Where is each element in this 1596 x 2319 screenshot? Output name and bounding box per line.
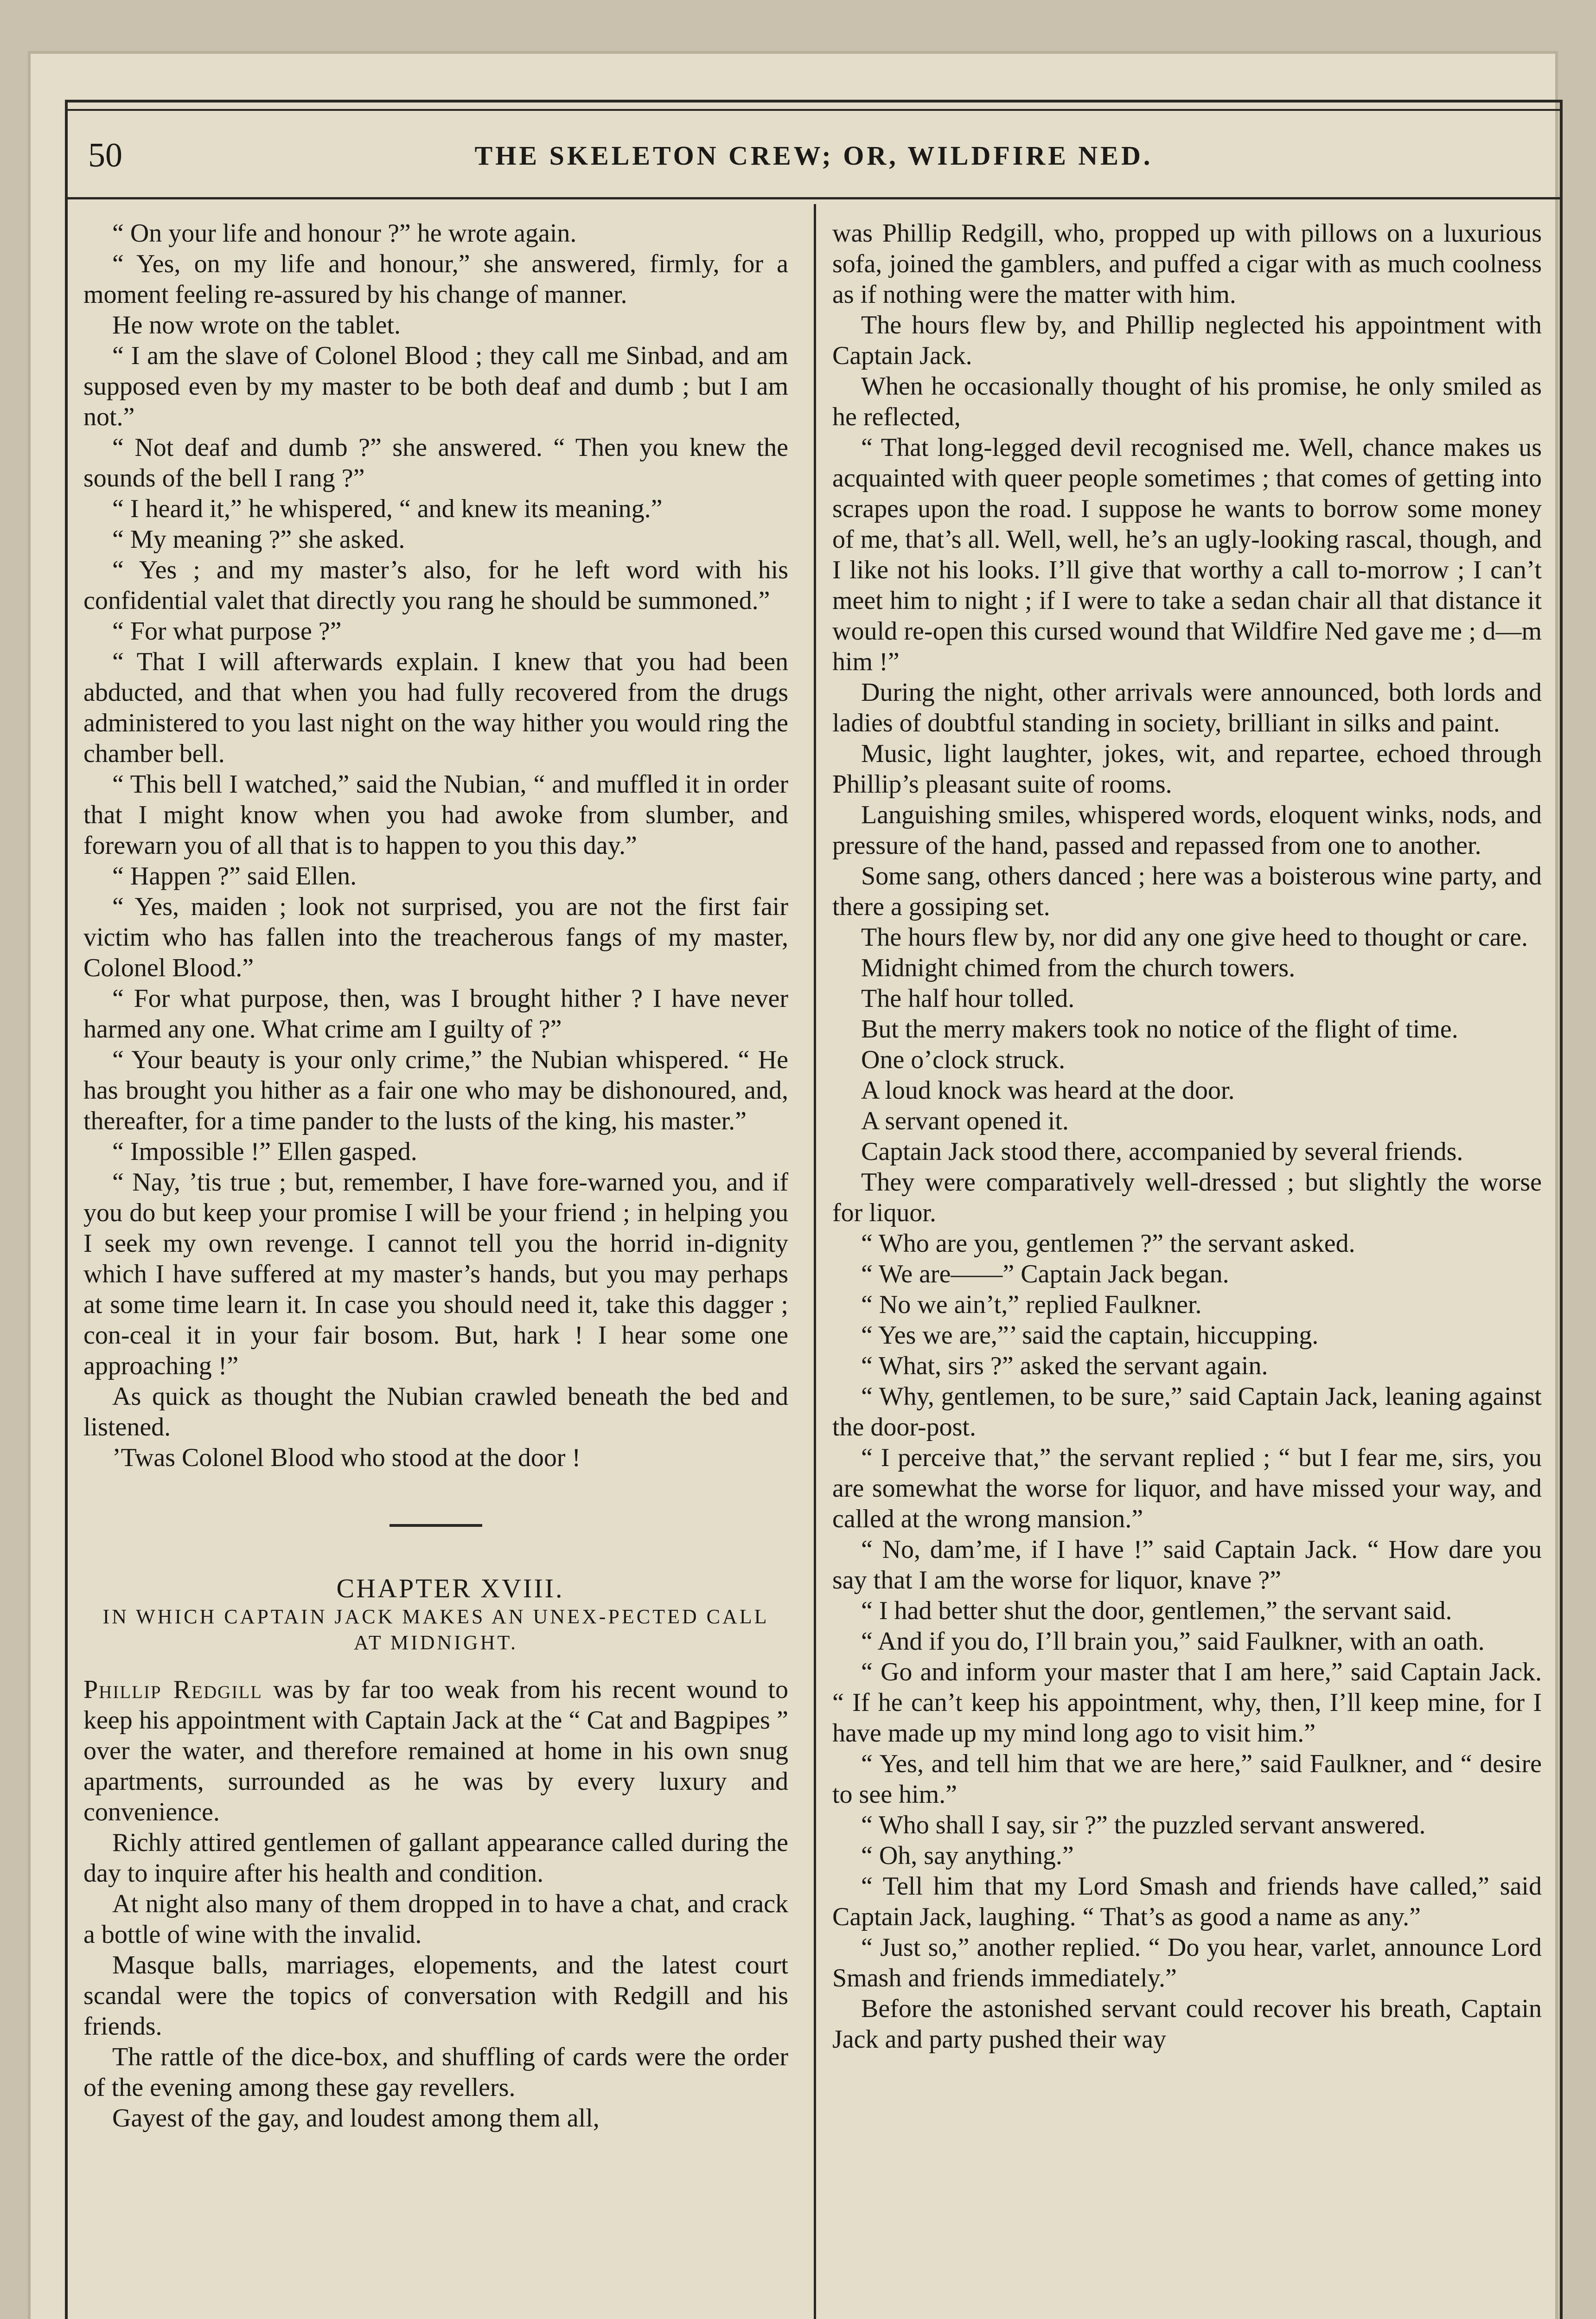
paragraph: He now wrote on the tablet. [112, 311, 401, 340]
chapter-lead-name: Phillip Redgill [83, 1675, 262, 1704]
column-divider [814, 204, 816, 2319]
paragraph: The hours flew by, nor did any one give heed to thought or care. [861, 923, 1528, 952]
paragraph: “ What, sirs ?” asked the servant again. [861, 1352, 1268, 1380]
paragraph: “ That I will afterwards explain. I knew that you had been abducted, and that when you had fully recovered from the drugs administered to you last night on the way hither you would ring the chamber bell. [83, 647, 788, 768]
paragraph: “ For what purpose, then, was I brought hither ? I have never harmed any one. What crime am I guilty of ?” [83, 984, 788, 1044]
left-column [83, 218, 788, 2319]
running-title: THE SKELETON CREW; OR, WILDFIRE NED. [474, 140, 1153, 171]
paragraph: “ Who shall I say, sir ?” the puzzled servant answered. [861, 1811, 1426, 1839]
page-header [65, 125, 1563, 186]
paragraph: Before the astonished servant could recover his breath, Captain Jack and party pushed their way [832, 1994, 1542, 2054]
paragraph: “ Yes ; and my master’s also, for he left word with his confidential valet that directly you rang he should be summoned.” [83, 556, 788, 615]
paragraph: When he occasionally thought of his promise, he only smiled as he reflected, [832, 372, 1542, 431]
paragraph: “ I perceive that,” the servant replied ; “ but I fear me, sirs, you are somewhat the worse for liquor, and have missed your way, and called at the wrong mansion.” [832, 1443, 1542, 1533]
chapter-subtitle: IN WHICH CAPTAIN JACK MAKES AN UNEX-PECTED CALL AT MIDNIGHT. [102, 1605, 769, 1654]
paragraph: “ Yes, on my life and honour,” she answered, firmly, for a moment feeling re-assured by his change of manner. [83, 250, 788, 309]
chapter-title: CHAPTER XVIII. [336, 1573, 564, 1603]
paragraph: “ For what purpose ?” [112, 617, 342, 646]
paragraph: “ That long-legged devil recognised me. Well, chance makes us acquainted with queer people sometimes ; that comes of getting into scrapes upon the road. I suppose he wants to borrow some money of me, that’s all. Well, well, he’s an ugly-looking rascal, though, and I like not his looks. I’ll give that worthy a call to-morrow ; I can’t meet him to night ; if I were to take a sedan chair all that distance it would re-open this cursed wound that Wildfire Ned gave me ; d—m him !” [832, 433, 1542, 676]
continued-paragraph: was Phillip Redgill, who, propped up with pillows on a luxurious sofa, joined the gamblers, and puffed a cigar with as much coolness as if nothing were the matter with him. [832, 219, 1542, 309]
paragraph: The half hour tolled. [861, 984, 1075, 1013]
paragraph: “ Just so,” another replied. “ Do you hear, varlet, announce Lord Smash and friends immediately.” [832, 1933, 1542, 1992]
right-column [832, 218, 1542, 2319]
paragraph: “ Nay, ’tis true ; but, remember, I have fore-warned you, and if you do but keep your promise I will be your friend ; in helping you I seek my own revenge. I cannot tell you the horrid in-dignity which I have suffered at my master’s hands, but you may perhaps at some time learn it. In case you should need it, take this dagger ; con-ceal it in your fair bosom. But, hark ! I hear some one approaching !” [83, 1168, 788, 1380]
paragraph: One o’clock struck. [861, 1045, 1066, 1074]
paragraph: Some sang, others danced ; here was a boisterous wine party, and there a gossiping set. [832, 862, 1542, 921]
paragraph: They were comparatively well-dressed ; but slightly the worse for liquor. [832, 1168, 1542, 1227]
paragraph: “ Yes we are,”’ said the captain, hiccupping. [861, 1321, 1319, 1350]
paragraph: “ And if you do, I’ll brain you,” said Faulkner, with an oath. [861, 1627, 1485, 1656]
paragraph: “ No we ain’t,” replied Faulkner. [861, 1290, 1202, 1319]
paragraph: ’Twas Colonel Blood who stood at the door ! [112, 1443, 581, 1472]
right-paragraphs [832, 310, 1542, 2055]
paragraph: “ On your life and honour ?” he wrote again. [112, 219, 577, 248]
paragraph: As quick as thought the Nubian crawled beneath the bed and listened. [83, 1382, 788, 1441]
paragraph: “ Who are you, gentlemen ?” the servant asked. [861, 1229, 1355, 1258]
paragraph: A loud knock was heard at the door. [861, 1076, 1235, 1105]
paragraph: “ Yes, and tell him that we are here,” said Faulkner, and “ desire to see him.” [832, 1749, 1542, 1809]
paragraph: Languishing smiles, whispered words, eloquent winks, nods, and pressure of the hand, passed and repassed from one to another. [832, 801, 1542, 860]
left-paragraphs-after [83, 1827, 788, 2133]
paragraph: Music, light laughter, jokes, wit, and repartee, echoed through Phillip’s pleasant suite of rooms. [832, 739, 1542, 799]
paragraph: “ Oh, say anything.” [861, 1841, 1074, 1870]
paragraph: During the night, other arrivals were announced, both lords and ladies of doubtful standing in society, brilliant in silks and paint. [832, 678, 1542, 737]
paragraph: The rattle of the dice-box, and shuffling of cards were the order of the evening among these gay revellers. [83, 2043, 788, 2102]
paragraph: “ I heard it,” he whispered, “ and knew its meaning.” [112, 494, 663, 523]
paragraph: Masque balls, marriages, elopements, and the latest court scandal were the topics of conversation with Redgill and his friends. [83, 1951, 788, 2041]
paragraph: Midnight chimed from the church towers. [861, 954, 1296, 982]
paragraph: “ This bell I watched,” said the Nubian, “ and muffled it in order that I might know when you had awoke from slumber, and forewarn you of all that is to happen to you this day.” [83, 770, 788, 860]
paragraph: “ I had better shut the door, gentlemen,” the servant said. [861, 1596, 1452, 1625]
paragraph: “ Why, gentlemen, to be sure,” said Captain Jack, leaning against the door-post. [832, 1382, 1542, 1441]
paragraph: Richly attired gentlemen of gallant appearance called during the day to inquire after his health and condition. [83, 1828, 788, 1888]
header-rule [67, 197, 1560, 199]
paragraph: “ Not deaf and dumb ?” she answered. “ Then you knew the sounds of the bell I rang ?” [83, 433, 788, 493]
paragraph: Gayest of the gay, and loudest among them all, [112, 2104, 600, 2133]
paragraph: “ My meaning ?” she asked. [112, 525, 405, 554]
paragraph: “ Your beauty is your only crime,” the Nubian whispered. “ He has brought you hither as a fair one who may be dishonoured, and, thereafter, for a time pander to the lusts of the king, his master.” [83, 1045, 788, 1135]
paragraph: But the merry makers took no notice of the flight of time. [861, 1015, 1458, 1044]
paragraph: A servant opened it. [861, 1107, 1069, 1135]
paragraph: “ I am the slave of Colonel Blood ; they call me Sinbad, and am supposed even by my master to be both deaf and dumb ; but I am not.” [83, 341, 788, 431]
page-number: 50 [88, 136, 122, 174]
chapter-lead-paragraph [83, 1674, 788, 1827]
paragraph: The hours flew by, and Phillip neglected his appointment with Captain Jack. [832, 311, 1542, 370]
paragraph: “ We are——” Captain Jack began. [861, 1260, 1229, 1288]
paragraph: “ No, dam’me, if I have !” said Captain Jack. “ How dare you say that I am the worse for liquor, knave ?” [832, 1535, 1542, 1595]
top-rule [67, 109, 1560, 111]
paragraph: “ Tell him that my Lord Smash and friends have called,” said Captain Jack, laughing. “ That’s as good a name as any.” [832, 1872, 1542, 1931]
paragraph: At night also many of them dropped in to have a chat, and crack a bottle of wine with the invalid. [83, 1890, 788, 1949]
chapter-lead-text: was by far too weak from his recent wound to keep his appointment with Captain Jack at the “ Cat and Bagpipes ” over the water, and therefore remained at home in his own snug apartments, surrounded as he was by every luxury and convenience. [83, 1675, 788, 1826]
paragraph: “ Yes, maiden ; look not surprised, you are not the first fair victim who has fallen into the treacherous fangs of my master, Colonel Blood.” [83, 892, 788, 982]
paragraph: “ Go and inform your master that I am here,” said Captain Jack. “ If he can’t keep his appointment, why, then, I’ll keep mine, for I have made up my mind long ago to visit him.” [832, 1658, 1542, 1748]
left-paragraphs-before [83, 218, 788, 1473]
paragraph: Captain Jack stood there, accompanied by several friends. [861, 1137, 1463, 1166]
paragraph: “ Impossible !” Ellen gasped. [112, 1137, 417, 1166]
section-separator [389, 1524, 482, 1527]
paragraph: “ Happen ?” said Ellen. [112, 862, 357, 890]
